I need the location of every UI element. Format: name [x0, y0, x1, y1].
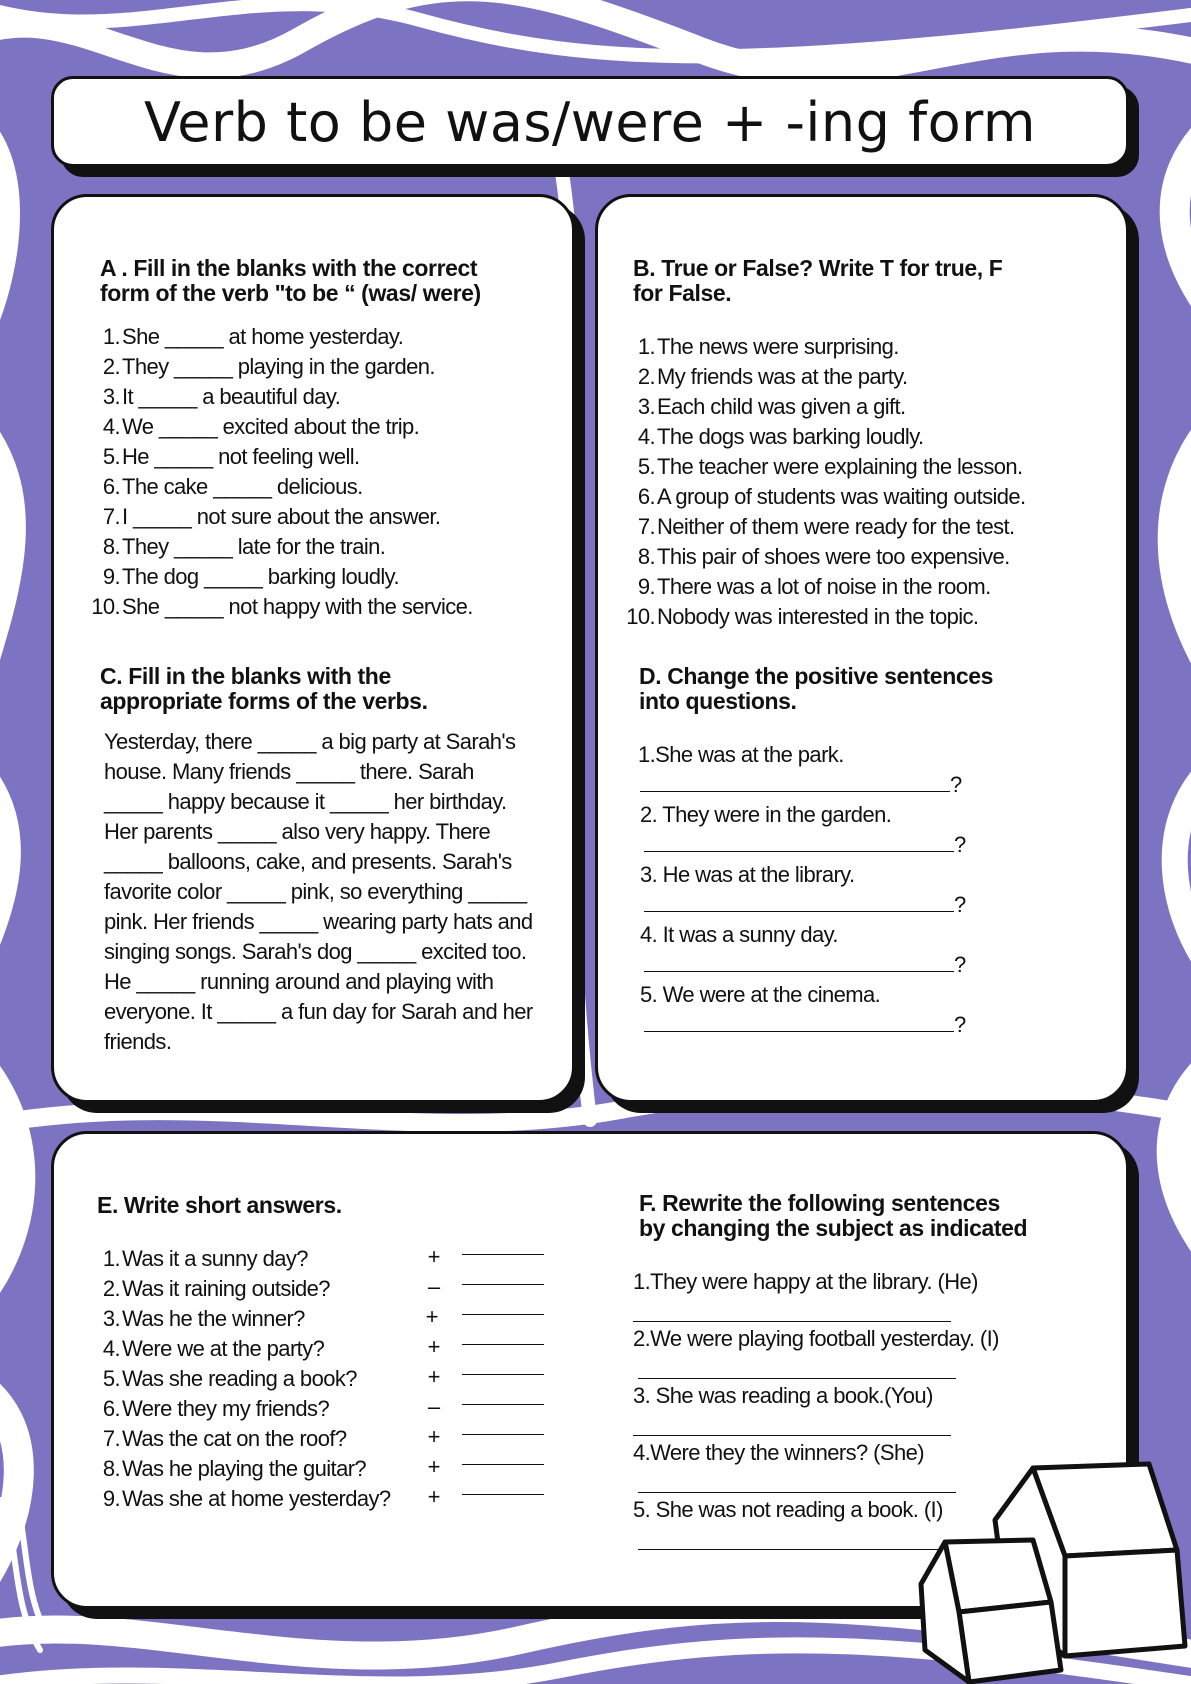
- list-item: 8.Was he playing the guitar?: [102, 1456, 367, 1481]
- section-e-list: [98, 1244, 391, 1514]
- list-item: 3.It _____ a beautiful day.: [102, 384, 341, 409]
- sign-positive: +: [427, 1424, 441, 1449]
- list-item: 6.Were they my friends?: [102, 1396, 330, 1421]
- page-title: Verb to be was/were + -ing form: [144, 91, 1036, 154]
- list-item: 1.She _____ at home yesterday.: [102, 324, 404, 349]
- list-item: 2.They _____ playing in the garden.: [102, 354, 435, 379]
- question-sentence: 3. He was at the library.: [640, 862, 855, 887]
- short-answer-line[interactable]: [462, 1314, 544, 1315]
- list-item: 7.Neither of them were ready for the test.: [637, 514, 1015, 539]
- answer-line[interactable]: ?: [644, 1012, 966, 1038]
- sign-positive: +: [425, 1304, 439, 1329]
- list-item: 9.The dog _____ barking loudly.: [102, 564, 399, 589]
- list-item: 6.The cake _____ delicious.: [102, 474, 363, 499]
- list-item: 2.My friends was at the party.: [637, 364, 908, 389]
- rewrite-answer-line[interactable]: [638, 1492, 956, 1493]
- list-item: 3.Each child was given a gift.: [637, 394, 906, 419]
- rewrite-answer-line[interactable]: [633, 1435, 951, 1436]
- short-answer-line[interactable]: [462, 1284, 544, 1285]
- title-card: [51, 76, 1129, 167]
- answer-line[interactable]: ?: [644, 832, 966, 858]
- short-answer-line[interactable]: [462, 1494, 544, 1495]
- list-item: 1.Was it a sunny day?: [102, 1246, 308, 1271]
- list-item: 9.Was she at home yesterday?: [102, 1486, 391, 1511]
- short-answer-line[interactable]: [462, 1254, 544, 1255]
- rewrite-sentence: 4.Were they the winners? (She): [633, 1440, 924, 1465]
- rewrite-sentence: 2.We were playing football yesterday. (I): [633, 1326, 999, 1351]
- sign-negative: –: [427, 1274, 441, 1299]
- list-item: 5.Was she reading a book?: [102, 1366, 357, 1391]
- answer-line[interactable]: ?: [644, 892, 966, 918]
- question-sentence: 5. We were at the cinema.: [640, 982, 881, 1007]
- list-item: 8.This pair of shoes were too expensive.: [637, 544, 1010, 569]
- rewrite-answer-line[interactable]: [633, 1321, 951, 1322]
- answer-line[interactable]: ?: [640, 772, 962, 798]
- list-item: 10.She _____ not happy with the service.: [91, 594, 473, 619]
- rewrite-sentence: 3. She was reading a book.(You): [633, 1383, 933, 1408]
- sign-positive: +: [427, 1244, 441, 1269]
- short-answer-line[interactable]: [462, 1374, 544, 1375]
- rewrite-answer-line[interactable]: [638, 1378, 956, 1379]
- list-item: 3.Was he the winner?: [102, 1306, 305, 1331]
- list-item: 2.Was it raining outside?: [102, 1276, 330, 1301]
- question-sentence: 1.She was at the park.: [638, 742, 844, 767]
- list-item: 5.The teacher were explaining the lesson.: [637, 454, 1023, 479]
- section-a-title: A . Fill in the blanks with the correct form of the verb "to be “ (was/ were): [100, 255, 481, 306]
- list-item: 7.I _____ not sure about the answer.: [102, 504, 441, 529]
- list-item: 10.Nobody was interested in the topic.: [626, 604, 979, 629]
- answer-line[interactable]: ?: [644, 952, 966, 978]
- list-item: 7.Was the cat on the roof?: [102, 1426, 347, 1451]
- section-f-title: F. Rewrite the following sentences by changing the subject as indicated: [639, 1190, 1028, 1241]
- short-answer-line[interactable]: [462, 1464, 544, 1465]
- section-b-list: [625, 332, 1026, 632]
- list-item: 4.We _____ excited about the trip.: [102, 414, 420, 439]
- list-item: 9.There was a lot of noise in the room.: [637, 574, 991, 599]
- short-answer-line[interactable]: [462, 1344, 544, 1345]
- list-item: 1.The news were surprising.: [637, 334, 899, 359]
- question-sentence: 4. It was a sunny day.: [640, 922, 838, 947]
- list-item: 6.A group of students was waiting outside.: [637, 484, 1026, 509]
- section-c-title: C. Fill in the blanks with the appropriate forms of the verbs.: [100, 663, 428, 714]
- sign-negative: –: [427, 1394, 441, 1419]
- section-c-paragraph: Yesterday, there _____ a big party at Sarah's house. Many friends _____ there. Sarah _____ happy because it _____ her birthday. Her parents _____ also very happy. There _____ balloons, cake, and presents. Sarah's favorite color _____ pink, so everything _____ pink. Her friends _____ wearing party hats and singing songs. Sarah's dog _____ excited too. He _____ running around and playing with everyone. It _____ a fun day for Sarah and her friends.: [104, 729, 533, 1054]
- cubes-icon: [915, 1460, 1191, 1684]
- section-a-list: [90, 322, 473, 622]
- short-answer-line[interactable]: [462, 1404, 544, 1405]
- short-answer-line[interactable]: [462, 1434, 544, 1435]
- list-item: 4.The dogs was barking loudly.: [637, 424, 924, 449]
- section-b-title: B. True or False? Write T for true, F for False.: [633, 255, 1003, 306]
- rewrite-sentence: 1.They were happy at the library. (He): [633, 1269, 978, 1294]
- list-item: 4.Were we at the party?: [102, 1336, 325, 1361]
- section-d-title: D. Change the positive sentences into questions.: [639, 663, 994, 714]
- sign-positive: +: [427, 1334, 441, 1359]
- sign-positive: +: [427, 1364, 441, 1389]
- sign-positive: +: [427, 1484, 441, 1509]
- list-item: 5.He _____ not feeling well.: [102, 444, 360, 469]
- section-e-title: E. Write short answers.: [97, 1192, 342, 1218]
- list-item: 8.They _____ late for the train.: [102, 534, 386, 559]
- rewrite-sentence: 5. She was not reading a book. (I): [633, 1497, 943, 1522]
- sign-positive: +: [427, 1454, 441, 1479]
- rewrite-answer-line[interactable]: [638, 1549, 956, 1550]
- question-sentence: 2. They were in the garden.: [640, 802, 892, 827]
